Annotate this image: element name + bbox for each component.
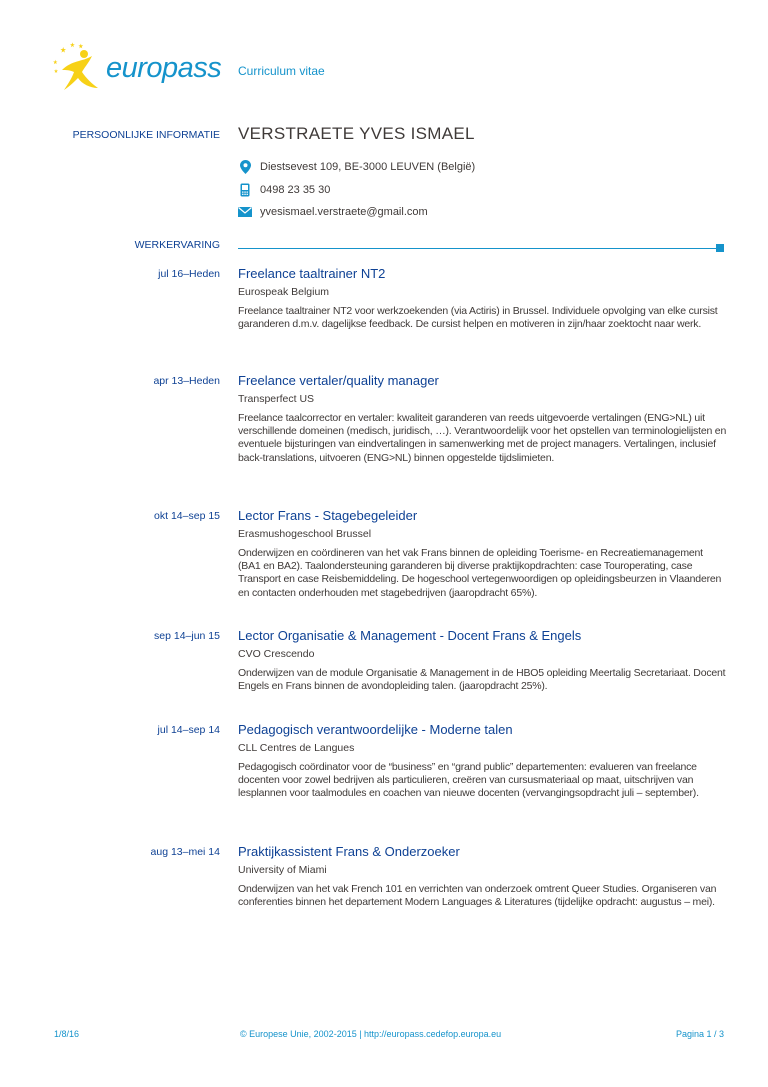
email-text[interactable]: yvesismael.verstraete@gmail.com: [260, 206, 428, 218]
footer-copyright[interactable]: © Europese Unie, 2002-2015 | http://europass.cedefop.europa.eu: [240, 1029, 502, 1039]
job-title: Lector Frans - Stagebegeleider: [238, 508, 418, 523]
job-entry: [238, 373, 728, 465]
job-description: Pedagogisch coördinator voor de “business” en “grand public” departementen: evalueren van freelance docenten voor zowel bedrijven als particulieren, creëren van cursusmateriaal op maat, uitschrijven van lesplannen voor taalmodules en coachen van nieuwe docenten (vervangingsopdracht juli – september).: [238, 761, 699, 800]
job-employer: CVO Crescendo: [238, 648, 315, 660]
person-name: VERSTRAETE YVES ISMAEL: [238, 124, 475, 143]
job-date: jul 16–Heden: [158, 268, 220, 280]
job-description: Onderwijzen en coördineren van het vak Frans binnen de opleiding Toerisme- en Recreatiemanagement (BA1 en BA2). Taalondersteuning garanderen bij diverse praktijkopdrachten: case Touroperating, case Transport en case Reisbemiddeling. De hogeschool vertegenwoordigen op opleidingsbeurzen in Vlaanderen en contacten onderhouden met stagebedrijven (jaaropdracht 65%).: [238, 547, 722, 599]
mobile-phone-icon: [238, 183, 252, 197]
envelope-icon: [238, 205, 252, 219]
job-employer: Transperfect US: [238, 393, 315, 405]
europass-figure-icon: [52, 40, 112, 94]
contact-phone: [238, 183, 330, 197]
job-title: Freelance vertaler/quality manager: [238, 373, 439, 388]
job-employer: Eurospeak Belgium: [238, 286, 330, 298]
contact-address: [238, 160, 475, 174]
job-date: jul 14–sep 14: [157, 724, 220, 736]
job-entry: [238, 844, 728, 909]
job-description: Freelance taalcorrector en vertaler: kwaliteit garanderen van reeds uitgevoerde vertalingen (ENG>NL) uit verschillende domeinen (medisch, juridisch, …). Verantwoordelijk voor het opstellen van terminologielijsten en eventuele bijsturingen van eindvertalingen in samenwerking met de project managers. Vertalingen, inclusief back-translations, uitvoeren (ENG>NL) binnen opgestelde tijdslimieten.: [238, 412, 727, 464]
job-entry: [238, 628, 728, 693]
job-date: aug 13–mei 14: [150, 846, 220, 858]
logo-text: europass: [106, 52, 222, 84]
job-description: Freelance taaltrainer NT2 voor werkzoekenden (via Actiris) in Brussel. Individuele opvolging van elke cursist garanderen d.m.v. dagelijkse feedback. De cursist helpen en motiveren in zijn/haar zoektocht naar werk.: [238, 305, 718, 331]
footer-date: 1/8/16: [54, 1029, 80, 1039]
job-date: okt 14–sep 15: [154, 510, 220, 522]
document-title: Curriculum vitae: [238, 64, 325, 78]
section-label-experience: WERKERVARING: [134, 239, 220, 251]
job-employer: University of Miami: [238, 864, 327, 876]
phone-text: 0498 23 35 30: [260, 184, 331, 196]
job-date: apr 13–Heden: [153, 375, 220, 387]
job-entry: [238, 722, 728, 801]
europass-logo: [52, 40, 232, 94]
job-employer: CLL Centres de Langues: [238, 742, 355, 754]
job-entry: [238, 266, 728, 331]
footer-page-number: Pagina 1 / 3: [675, 1029, 724, 1039]
location-pin-icon: [238, 160, 252, 174]
contact-email: [238, 205, 428, 219]
job-title: Praktijkassistent Frans & Onderzoeker: [238, 844, 460, 859]
job-description: Onderwijzen van het vak French 101 en verrichten van onderzoek omtrent Queer Studies. Organiseren van conferenties binnen het departement Modern Languages & Literatures (tijdelijke opdracht: augustus – mei).: [238, 883, 717, 909]
job-title: Lector Organisatie & Management - Docent Frans & Engels: [238, 628, 582, 643]
job-title: Pedagogisch verantwoordelijke - Moderne talen: [238, 722, 513, 737]
job-description: Onderwijzen van de module Organisatie & Management in de HBO5 opleiding Meertalig Secretariaat. Docent Engels en Frans binnen de avondopleiding talen. (jaaropdracht 25%).: [238, 667, 726, 693]
job-title: Freelance taaltrainer NT2: [238, 266, 386, 281]
address-text: Diestsevest 109, BE-3000 LEUVEN (België): [260, 161, 476, 173]
job-entry: [238, 508, 728, 600]
section-label-personal: PERSOONLIJKE INFORMATIE: [72, 129, 220, 141]
job-employer: Erasmushogeschool Brussel: [238, 528, 372, 540]
section-divider: [238, 248, 716, 249]
section-divider-marker: [716, 244, 724, 252]
job-date: sep 14–jun 15: [154, 630, 220, 642]
